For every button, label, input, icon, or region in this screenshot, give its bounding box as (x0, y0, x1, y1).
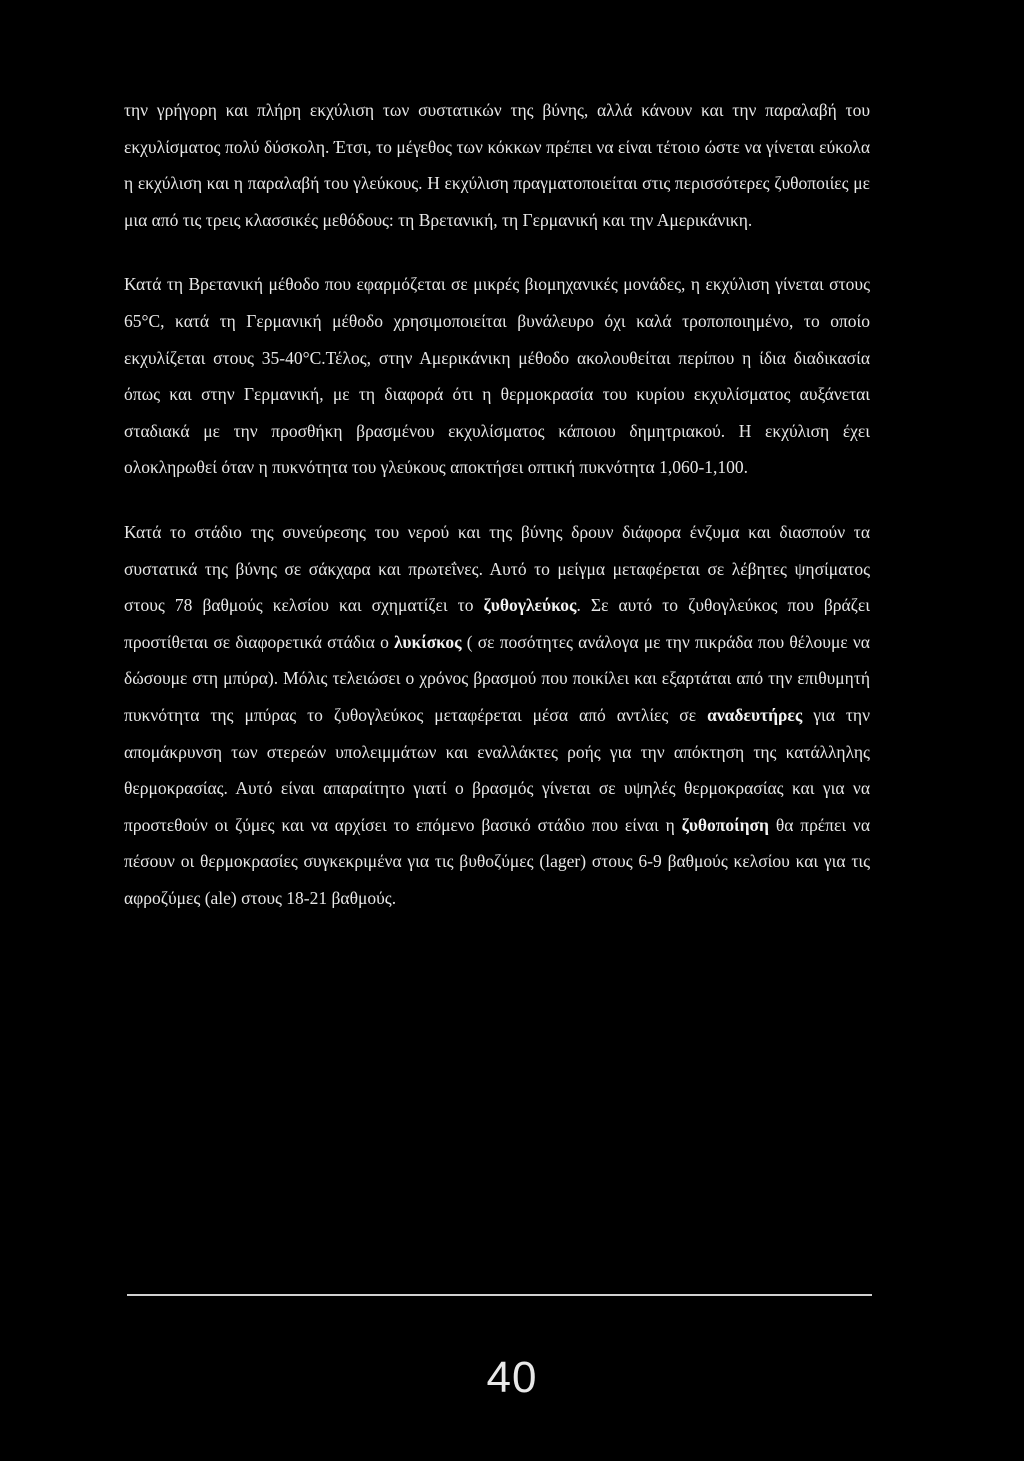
paragraph-text: Κατά τη Βρετανική μέθοδο που εφαρμόζεται σε μικρές βιομηχανικές μονάδες, η εκχύλιση γίνεται στους 65°C, κατά τη Γερμανική μέθοδο χρησιμοποιείται βυνάλευρο όχι καλά τροποποιημένο, το οποίο εκχυλίζεται στους 35-40°C.Τέλος, στην Αμερικάνικη μέθοδο ακολουθείται περίπου η ίδια διαδικασία όπως και στην Γερμανική, με τη διαφορά ότι η θερμοκρασία του κυρίου εκχυλίσματος αυξάνεται σταδιακά με την προσθήκη βρασμένου εκχυλίσματος κάποιου δημητριακού. Η εκχύλιση έχει ολοκληρωθεί όταν η πυκνότητα του γλεύκους αποκτήσει οπτική πυκνότητα 1,060-1,100. (124, 274, 870, 478)
paragraph-wort-boiling (124, 514, 870, 917)
page-body (124, 92, 870, 916)
paragraph-text: θα πρέπει να πέσουν οι θερμοκρασίες συγκεκριμένα για τις βυθοζύμες (lager) στους 6-9 βαθμούς κελσίου και για τις αφροζύμες (ale) στους 18-21 βαθμούς. (124, 814, 870, 908)
footer-divider (127, 1294, 872, 1296)
paragraph-text: ( σε ποσότητες ανάλογα με την πικράδα που θέλουμε να δώσουμε στη μπύρα). Μόλις τελειώσει ο χρόνος βρασμού που ποικίλει και εξαρτάται από την επιθυμητή πυκνότητα της μπύρας το ζυθογλεύκος μεταφέρεται μέσα από αντλίες σε (124, 631, 870, 725)
term-wort: ζυθογλεύκος (483, 595, 577, 616)
paragraph-extraction-intro (124, 92, 870, 238)
paragraph-extraction-methods (124, 266, 870, 486)
paragraph-text: για την απομάκρυνση των στερεών υπολειμμάτων και εναλλάκτες ροής για την απόκτηση της κατάλληλης θερμοκρασίας. Αυτό είναι απαραίτητο γιατί ο βρασμός γίνεται σε υψηλές θερμοκρασίας και για να προστεθούν οι ζύμες και να αρχίσει το επόμενο βασικό στάδιο που είναι η (124, 704, 870, 835)
term-hops: λυκίσκος (394, 631, 462, 652)
paragraph-text: την γρήγορη και πλήρη εκχύλιση των συστατικών της βύνης, αλλά κάνουν και την παραλαβή του εκχυλίσματος πολύ δύσκολη. Έτσι, το μέγεθος των κόκκων πρέπει να είναι τέτοιο ώστε να γίνεται εύκολα η εκχύλιση και η παραλαβή του γλεύκους. Η εκχύλιση πραγματοποιείται στις περισσότερες ζυθοποιίες με μια από τις τρεις κλασσικές μεθόδους: τη Βρετανική, τη Γερμανική και την Αμερικάνικη. (124, 100, 870, 230)
term-agitators: αναδευτήρες (707, 704, 803, 725)
paragraph-text: Κατά το στάδιο της συνεύρεσης του νερού και της βύνης δρουν διάφορα ένζυμα και διασπούν τα συστατικά της βύνης σε σάκχαρα και πρωτεΐνες. Αυτό το μείγμα μεταφέρεται σε λέβητες ψησίματος στους 78 βαθμούς κελσίου και σχηματίζει το (124, 521, 870, 616)
paragraph-text: . Σε αυτό το ζυθογλεύκος που βράζει προστίθεται σε διαφορετικά στάδια ο (124, 595, 870, 652)
term-brewing: ζυθοποίηση (681, 814, 769, 835)
page-number: 40 (486, 1353, 538, 1402)
